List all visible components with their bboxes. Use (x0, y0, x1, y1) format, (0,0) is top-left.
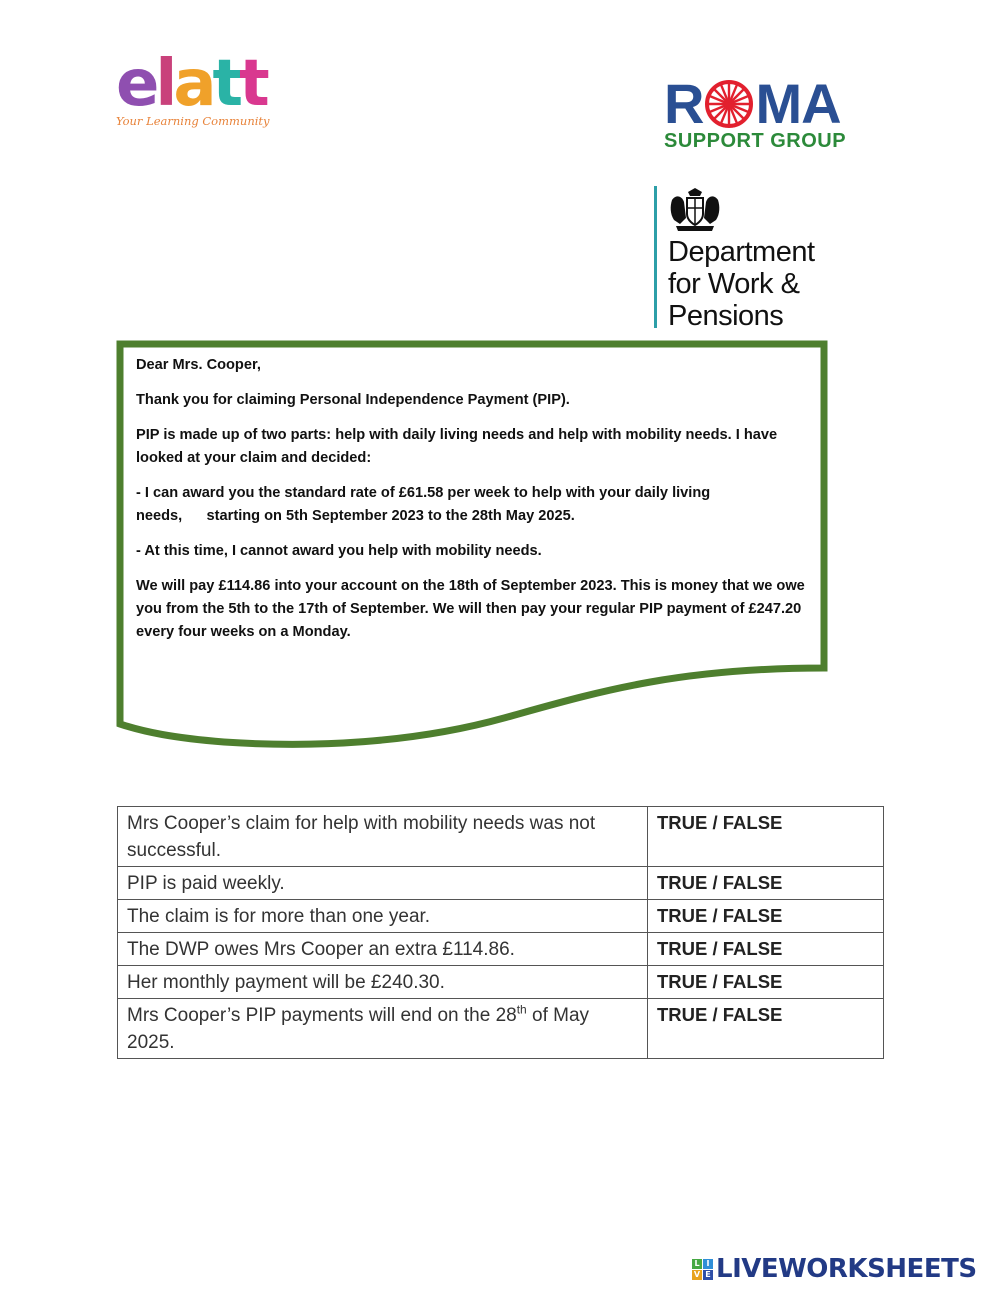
answer-cell (648, 966, 884, 999)
elatt-letter: t (212, 47, 240, 121)
table-row (118, 966, 884, 999)
live-blocks-icon (692, 1259, 713, 1280)
statement-cell (118, 999, 648, 1059)
roma-letter-r: R (664, 72, 704, 135)
statement-cell: Mrs Cooper’s claim for help with mobility needs was not successful. (118, 807, 648, 867)
statement-text: of May 2025. (127, 1005, 590, 1053)
answer-cell (648, 999, 884, 1059)
table-row (118, 933, 884, 966)
statement-cell: The DWP owes Mrs Cooper an extra £114.86. (118, 933, 648, 966)
table-row (118, 999, 884, 1059)
live-block: V (693, 1269, 701, 1279)
elatt-tagline: Your Learning Community (116, 114, 270, 128)
live-block: L (692, 1259, 702, 1269)
elatt-logo (116, 47, 276, 142)
dwp-accent-bar (654, 186, 657, 328)
letter-paragraph: Thank you for claiming Personal Independence Payment (PIP). (136, 392, 570, 408)
dwp-line: for Work & (668, 268, 800, 300)
answer-cell (648, 807, 884, 867)
true-false-answer[interactable]: TRUE / FALSE (657, 938, 783, 959)
dwp-line: Pensions (668, 300, 784, 332)
letter-bullet-line: needs, starting on 5th September 2023 to the 28th May 2025. (136, 508, 575, 524)
true-false-answer[interactable]: TRUE / FALSE (657, 971, 783, 992)
liveworksheets-logo (692, 1253, 977, 1285)
statement-cell: Her monthly payment will be £240.30. (118, 966, 648, 999)
table-row (118, 867, 884, 900)
elatt-letter: l (155, 47, 174, 121)
dwp-wordmark (668, 236, 815, 332)
letter-mobility-bullet: - At this time, I cannot award you help with mobility needs. (136, 543, 542, 559)
answer-cell (648, 867, 884, 900)
elatt-letter: t (239, 47, 266, 121)
true-false-table (117, 806, 884, 1059)
liveworksheets-wordmark: LIVEWORKSHEETS (716, 1254, 977, 1284)
statement-text: Mrs Cooper’s PIP payments will end on the 28 (127, 1005, 517, 1026)
true-false-answer[interactable]: TRUE / FALSE (657, 905, 783, 926)
roma-subtitle: SUPPORT GROUP (664, 130, 847, 152)
letter-greeting: Dear Mrs. Cooper, (136, 357, 261, 373)
true-false-answer[interactable]: TRUE / FALSE (657, 1004, 783, 1025)
roma-wordmark (664, 72, 884, 135)
statement-cell: PIP is paid weekly. (118, 867, 648, 900)
answer-cell (648, 933, 884, 966)
live-block: E (703, 1270, 713, 1280)
statement-cell: The claim is for more than one year. (118, 900, 648, 933)
letter-payment-paragraph: We will pay £114.86 into your account on the 18th of September 2023. This is money that we owe you from the 5th to the 17th of September. We will then pay your regular PIP payment of £247.20 every four weeks on a Monday. (136, 578, 805, 640)
elatt-letter: a (173, 47, 213, 121)
letter-award-bullet (136, 482, 812, 528)
true-false-answer[interactable]: TRUE / FALSE (657, 872, 783, 893)
chakra-wheel-icon (704, 79, 754, 129)
roma-support-group-logo (664, 72, 884, 156)
answer-cell (648, 900, 884, 933)
elatt-letter: e (116, 47, 156, 121)
ordinal-suffix: th (516, 1002, 527, 1017)
dwp-logo (654, 186, 854, 332)
roma-letters-ma: MA (755, 72, 841, 135)
letter-bullet-line: - I can award you the standard rate of £61.58 per week to help with your daily living (136, 485, 711, 501)
decision-letter (136, 354, 812, 656)
royal-coat-of-arms-icon (668, 188, 722, 232)
live-block: I (703, 1259, 713, 1269)
letter-paragraph: PIP is made up of two parts: help with daily living needs and help with mobility needs. I have looked at your claim and decided: (136, 427, 778, 466)
table-row (118, 900, 884, 933)
true-false-answer[interactable]: TRUE / FALSE (657, 812, 783, 833)
table-row (118, 807, 884, 867)
dwp-line: Department (668, 236, 815, 268)
